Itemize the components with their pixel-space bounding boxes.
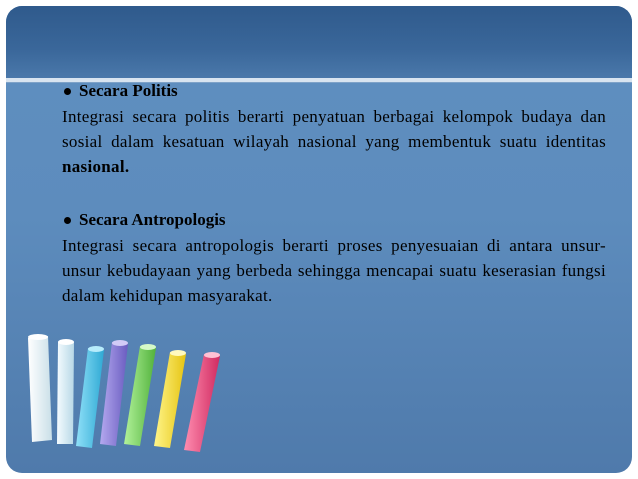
heading-text: Secara Politis [79, 81, 178, 100]
paragraph-antropologis: Integrasi secara antropologis berarti proses penyesuaian di antara unsur-unsur kebudayaan yang berbeda sehingga mencapai suatu keserasian fungsi dalam kehidupan masyarakat. [62, 236, 606, 305]
heading-text: Secara Antropologis [79, 210, 226, 229]
section-heading-antropologis [62, 207, 606, 233]
section-heading-politis [62, 78, 606, 104]
bullet-icon [64, 217, 71, 224]
paragraph-politis [62, 104, 606, 179]
title-band [6, 6, 632, 78]
paragraph-bold-word: nasional. [62, 157, 130, 176]
bullet-icon [64, 88, 71, 95]
paragraph-text: Integrasi secara politis berarti penyatuan berbagai kelompok budaya dan sosial dalam kesatuan wilayah nasional yang membentuk suatu identitas [62, 107, 606, 151]
slide-content [62, 78, 606, 308]
